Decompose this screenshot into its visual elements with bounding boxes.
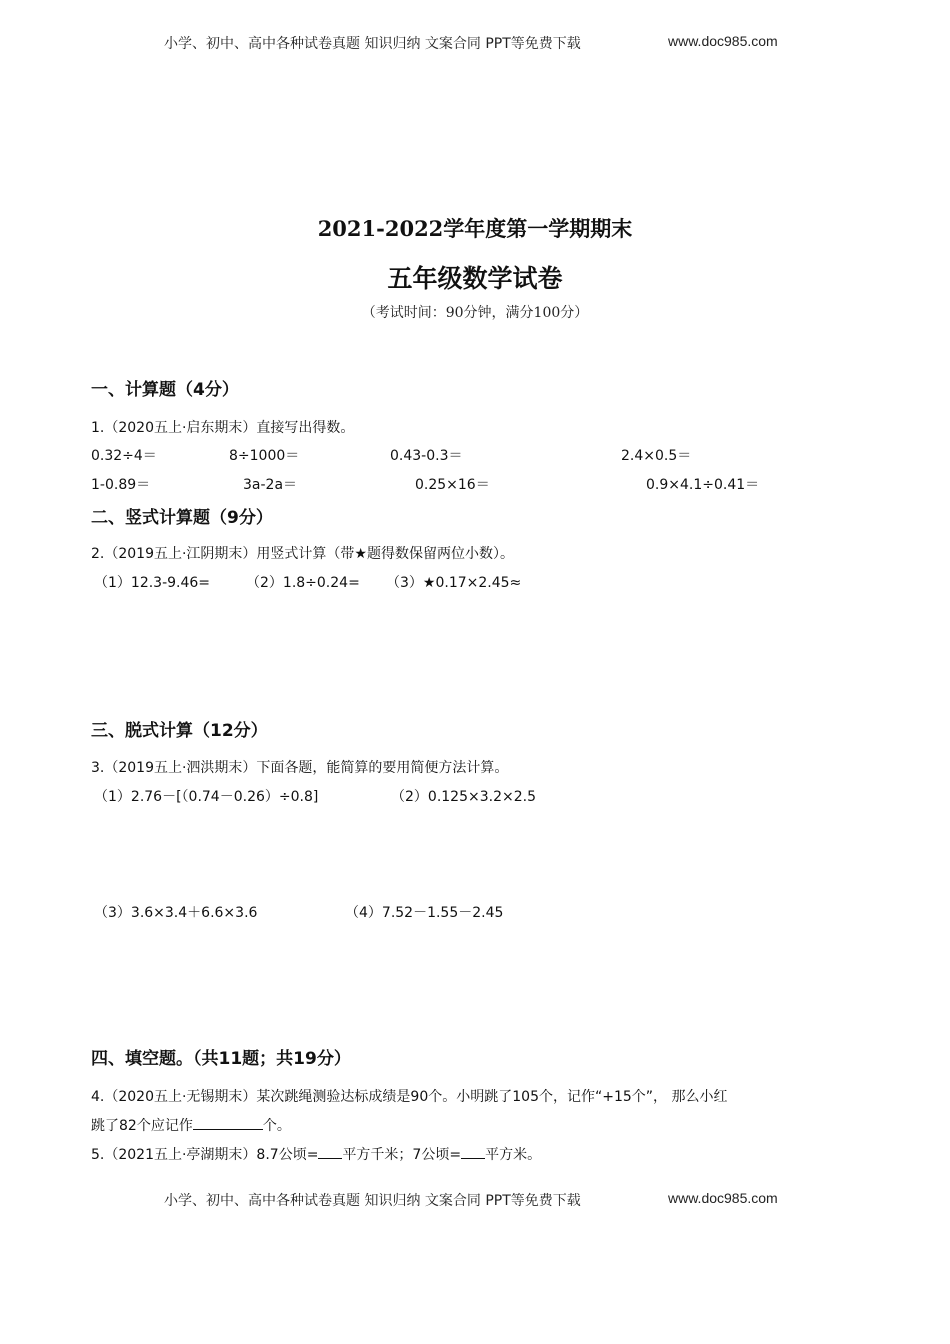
question-4-line-1: 4.（2020五上·无锡期末）某次跳绳测验达标成绩是90个。小明跳了105个，记作“+15个”， 那么小红 — [91, 1089, 728, 1105]
question-4-line-2 — [91, 1115, 291, 1135]
question-5-text-c: 平方米。 — [485, 1147, 542, 1163]
exam-title: 五年级数学试卷 — [387, 264, 563, 293]
answer-blank[interactable] — [461, 1146, 485, 1159]
header-text: 小学、初中、高中各种试卷真题 知识归纳 文案合同 PPT等免费下载 — [164, 36, 581, 52]
section-3-heading: 三、脱式计算（12分） — [91, 721, 268, 741]
stepwise-calc-item: （4）7.52－1.55－2.45 — [345, 905, 504, 921]
stepwise-calc-item: （3）3.6×3.4＋6.6×3.6 — [94, 905, 258, 921]
calc-item: 0.9×4.1÷0.41＝ — [646, 477, 760, 493]
calc-item: 0.43-0.3＝ — [390, 448, 463, 464]
calc-item: 1-0.89＝ — [91, 477, 151, 493]
calc-item: 8÷1000＝ — [229, 448, 300, 464]
exam-note: （考试时间：90分钟，满分100分） — [361, 305, 589, 321]
section-2-heading: 二、竖式计算题（9分） — [91, 508, 273, 528]
question-3: 3.（2019五上·泗洪期末）下面各题，能简算的要用简便方法计算。 — [91, 760, 509, 776]
vertical-calc-item: （2）1.8÷0.24= — [246, 575, 360, 591]
calc-item: 3a-2a＝ — [243, 477, 298, 493]
calc-item: 0.32÷4＝ — [91, 448, 157, 464]
answer-blank[interactable] — [318, 1146, 342, 1159]
calc-item: 0.25×16＝ — [415, 477, 490, 493]
vertical-calc-item: （1）12.3-9.46= — [94, 575, 211, 591]
header-url[interactable]: www.doc985.com — [668, 33, 778, 49]
section-1-heading: 一、计算题（4分） — [91, 380, 239, 400]
exam-term-title: 2021-2022学年度第一学期期末 — [317, 216, 633, 241]
vertical-calc-item: （3）★0.17×2.45≈ — [386, 575, 522, 591]
footer-text: 小学、初中、高中各种试卷真题 知识归纳 文案合同 PPT等免费下载 — [164, 1193, 581, 1209]
stepwise-calc-item: （1）2.76－[（0.74－0.26）÷0.8] — [94, 789, 319, 805]
question-4-text-a: 跳了82个应记作 — [91, 1118, 193, 1134]
calc-item: 2.4×0.5＝ — [621, 448, 692, 464]
answer-blank[interactable] — [193, 1117, 263, 1130]
question-2: 2.（2019五上·江阴期末）用竖式计算（带★题得数保留两位小数）。 — [91, 546, 514, 562]
question-1: 1.（2020五上·启东期末）直接写出得数。 — [91, 420, 355, 436]
footer-url[interactable]: www.doc985.com — [668, 1190, 778, 1206]
question-5-text-a: 5.（2021五上·亭湖期末）8.7公顷= — [91, 1147, 319, 1163]
stepwise-calc-item: （2）0.125×3.2×2.5 — [391, 789, 536, 805]
question-5 — [91, 1144, 541, 1164]
question-4-text-b: 个。 — [262, 1118, 291, 1134]
section-4-heading: 四、填空题。（共11题；共19分） — [91, 1049, 351, 1069]
question-5-text-b: 平方千米；7公顷= — [342, 1147, 462, 1163]
